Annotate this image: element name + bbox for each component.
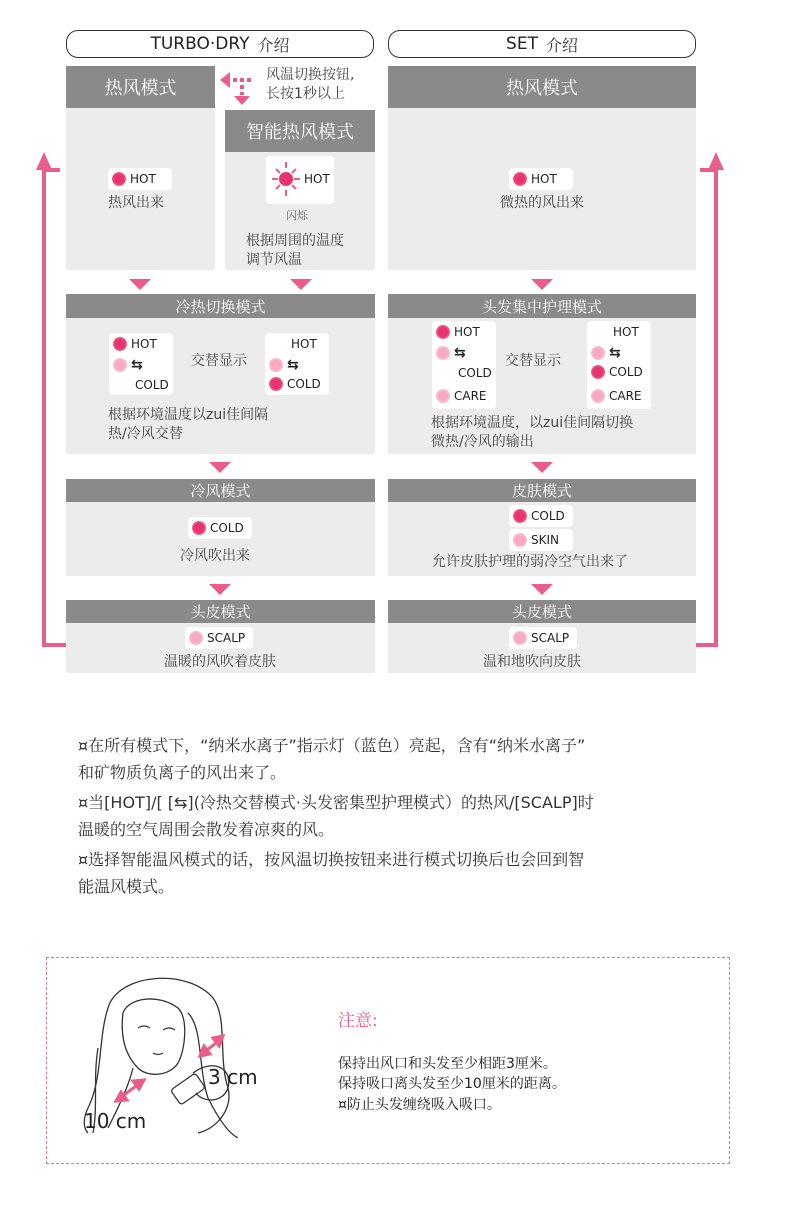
cold-indicator-icon: [513, 509, 527, 523]
scalp-indicator-icon: [513, 631, 527, 645]
right-hot-button: [509, 168, 573, 190]
blink-icon: [270, 160, 302, 200]
care-indicator-icon: [591, 389, 605, 403]
cold-indicator-icon: [591, 365, 605, 379]
care-card-hot-first: [432, 321, 496, 409]
set-title: [388, 30, 696, 58]
set-title-sub: 介绍: [545, 35, 578, 55]
swap-icon: ⇆: [287, 357, 299, 373]
arrow-down-icon: [129, 279, 151, 290]
alt-hot-label: HOT: [131, 337, 157, 351]
caution-line-3: ¤防止头发缠绕吸入吸口。: [338, 1097, 501, 1113]
care-mode-desc: 根据环境温度，以zui佳间隔切换 微热/冷风的输出: [431, 415, 634, 450]
smart-hot-button: [266, 156, 334, 204]
left-scalp-header: 头皮模式: [66, 600, 375, 623]
cold-indicator-icon: [269, 377, 283, 391]
turbo-dry-title: [66, 30, 374, 58]
blink-label: 闪烁: [286, 209, 308, 222]
right-hot-desc: 微热的风出来: [500, 195, 584, 211]
care-care-label: CARE: [454, 389, 487, 403]
skin-indicator-icon: [513, 533, 527, 547]
note-2: ¤当[HOT]/[ [⇆](冷热交替模式·头发密集型护理模式）的热风/[SCALP]时 温暖的空气周围会散发着凉爽的风。: [78, 793, 594, 839]
right-scalp-desc: 温和地吹向皮肤: [483, 654, 581, 670]
alt-mode-header: 冷热切换模式: [66, 294, 375, 318]
left-cold-button: [188, 517, 252, 539]
hot-indicator-icon: [436, 325, 450, 339]
swap-icon: ⇆: [454, 345, 466, 361]
right-hot-header: 热风模式: [388, 66, 696, 108]
swap-icon: ⇆: [131, 357, 143, 373]
left-hot-button: [108, 168, 172, 190]
hot-indicator-icon: [113, 337, 127, 351]
left-loop-arrow-icon: [36, 150, 68, 650]
switch-arrow-icon: [218, 68, 266, 108]
alt-hot-label: HOT: [291, 337, 317, 351]
label-10cm: 10 cm: [84, 1109, 147, 1133]
skin-mode-header: 皮肤模式: [388, 479, 696, 502]
left-hot-header: 热风模式: [66, 66, 215, 108]
skin-mode-desc: 允许皮肤护理的弱冷空气出来了: [432, 554, 628, 570]
right-scalp-button: [509, 627, 577, 649]
label-3cm: 3 cm: [208, 1065, 258, 1089]
hot-indicator-icon: [112, 172, 126, 186]
alt-display-text: 交替显示: [191, 353, 247, 369]
care-care-label: CARE: [609, 389, 642, 403]
skin-cold-label: COLD: [531, 509, 565, 523]
left-cold-desc: 冷风吹出来: [180, 548, 250, 564]
hot-dim-indicator-icon: [269, 358, 283, 372]
cold-dim-indicator-icon: [436, 346, 450, 360]
right-hot-button-label: HOT: [531, 172, 557, 186]
hot-indicator-icon: [513, 172, 527, 186]
left-cold-header: 冷风模式: [66, 479, 375, 502]
care-mode-header: 头发集中护理模式: [388, 294, 696, 318]
caution-line-1: 保持出风口和头发至少相距3厘米。: [338, 1056, 557, 1072]
alt-cold-label: COLD: [287, 377, 321, 391]
arrow-down-icon: [209, 584, 231, 595]
alt-mode-desc: 根据环境温度以zui佳间隔 热/冷风交替: [108, 407, 269, 442]
left-scalp-desc: 温暖的风吹着皮肤: [164, 654, 276, 670]
care-display-text: 交替显示: [505, 353, 561, 369]
cold-dim-indicator-icon: [113, 358, 127, 372]
smart-hot-button-label: HOT: [304, 172, 330, 186]
arrow-down-icon: [531, 462, 553, 473]
skin-cold-button: [509, 505, 573, 527]
left-cold-button-label: COLD: [210, 521, 244, 535]
right-scalp-header: 头皮模式: [388, 600, 696, 623]
scalp-indicator-icon: [189, 631, 203, 645]
note-3: ¤选择智能温风模式的话，按风温切换按钮来进行模式切换后也会回到智 能温风模式。: [78, 850, 585, 896]
care-hot-label: HOT: [454, 325, 480, 339]
arrow-down-icon: [209, 462, 231, 473]
care-cold-label: COLD: [609, 365, 643, 379]
skin-skin-button: [509, 529, 573, 551]
arrow-down-icon: [290, 279, 312, 290]
note-1: ¤在所有模式下，“纳米水离子”指示灯（蓝色）亮起，含有“纳米水离子” 和矿物质负离子的风出来了。: [78, 736, 586, 782]
smart-hot-desc: 根据周围的温度 调节风温: [246, 233, 344, 268]
left-scalp-button-label: SCALP: [207, 631, 246, 645]
swap-icon: ⇆: [609, 345, 621, 361]
alt-card-cold-first: [265, 333, 329, 395]
care-card-cold-first: [587, 321, 651, 409]
caution-title: 注意:: [338, 1011, 378, 1031]
set-title-text: SET: [506, 34, 538, 54]
skin-skin-label: SKIN: [531, 533, 560, 547]
right-scalp-button-label: SCALP: [531, 631, 570, 645]
care-hot-label: HOT: [613, 325, 639, 339]
switch-button-note: 风温切换按钮, 长按1秒以上: [266, 67, 355, 102]
cold-indicator-icon: [192, 521, 206, 535]
right-loop-arrow-icon: [694, 150, 726, 650]
arrow-down-icon: [531, 279, 553, 290]
caution-line-2: 保持吸口离头发至少10厘米的距离。: [338, 1076, 566, 1092]
turbo-dry-title-sub: 介绍: [257, 35, 290, 55]
left-scalp-button: [185, 627, 253, 649]
turbo-dry-title-text: TURBO·DRY: [150, 34, 250, 54]
arrow-down-icon: [531, 584, 553, 595]
alt-card-hot-first: [109, 333, 173, 395]
left-hot-desc: 热风出来: [108, 195, 164, 211]
alt-cold-label: COLD: [135, 378, 169, 392]
left-hot-button-label: HOT: [130, 172, 156, 186]
smart-hot-header: 智能热风模式: [225, 110, 375, 152]
care-indicator-icon: [436, 389, 450, 403]
hot-dim-indicator-icon: [591, 346, 605, 360]
care-cold-label: COLD: [458, 366, 492, 380]
